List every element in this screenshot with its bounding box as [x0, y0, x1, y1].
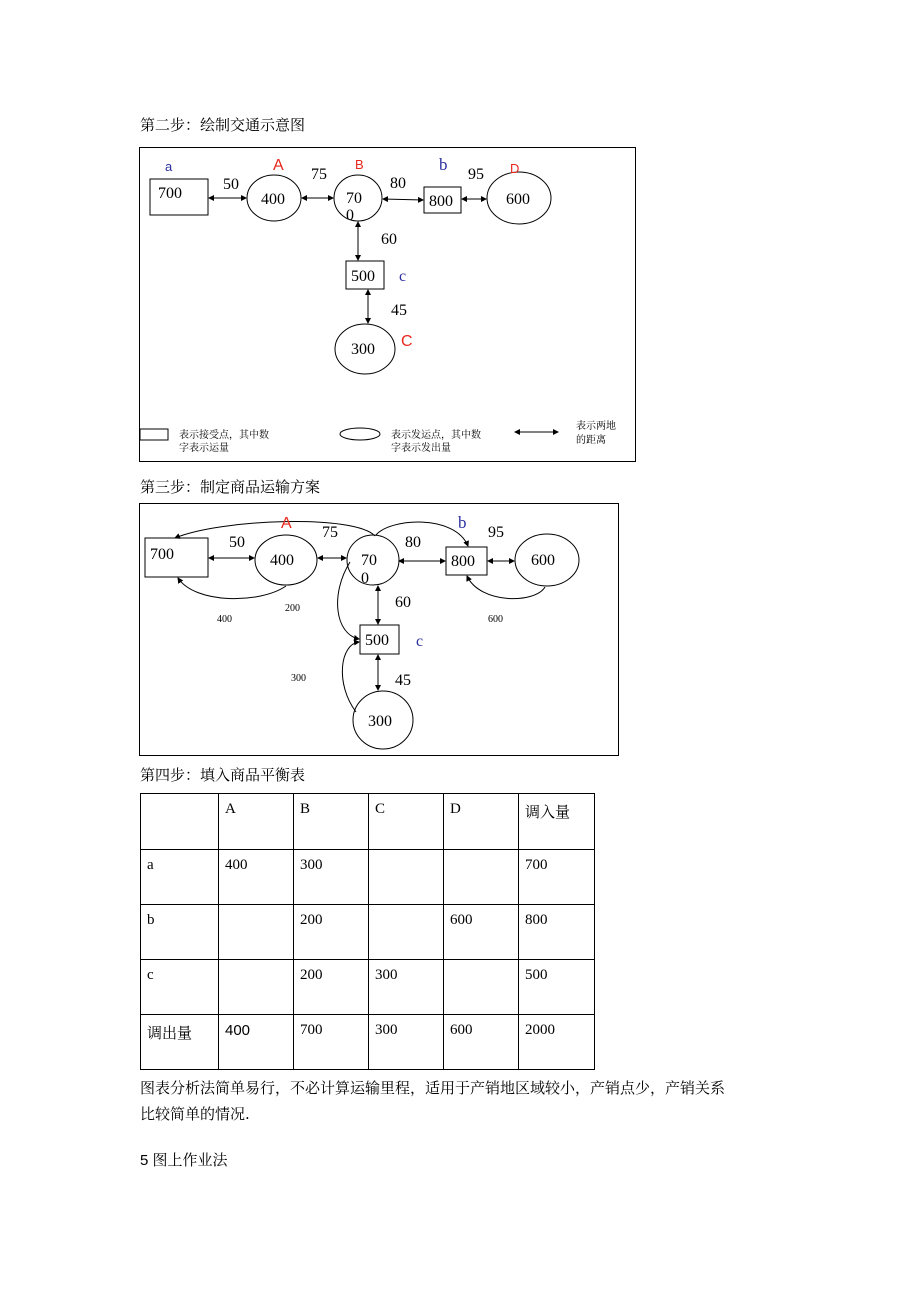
label-C: C [401, 333, 413, 350]
node-a-value: 700 [158, 185, 182, 202]
table-total-row [141, 1015, 595, 1070]
node-D-value: 600 [506, 191, 530, 208]
table-cell [369, 905, 444, 960]
table-cell: 700 [294, 1015, 369, 1070]
flow-C-to-c [342, 642, 359, 712]
transport-diagram [139, 147, 636, 462]
plan-distance-AB: 75 [322, 524, 338, 541]
plan-label-A: A [281, 515, 292, 532]
legend-send-line2: 字表示发出量 [391, 443, 451, 454]
node-A-value: 400 [261, 191, 285, 208]
plan-node-B-value-1: 70 [361, 552, 377, 569]
transport-plan-diagram [139, 503, 619, 756]
section-title: 5 图上作业法 [140, 1152, 228, 1169]
legend-send-line1: 表示发运点，其中数 [391, 430, 481, 441]
flow-B-to-c [338, 562, 359, 639]
table-cell: 700 [519, 850, 595, 905]
plan-node-C-value: 300 [368, 713, 392, 730]
table-cell: c [141, 960, 219, 1015]
table-cell: 800 [519, 905, 595, 960]
edge-B-b [383, 199, 423, 200]
node-b-value: 800 [429, 193, 453, 210]
plan-distance-Bc: 60 [395, 594, 411, 611]
summary-paragraph-line1: 图表分析法简单易行，不必计算运输里程，适用于产销地区域较小，产销点少，产销关系 [140, 1079, 726, 1097]
header-cell: 调入量 [519, 794, 595, 850]
legend-receive-line1: 表示接受点，其中数 [179, 430, 269, 441]
table-cell: 300 [369, 1015, 444, 1070]
table-cell [219, 960, 294, 1015]
table-cell: a [141, 850, 219, 905]
table-cell: b [141, 905, 219, 960]
balance-table [140, 793, 595, 1070]
legend-distance-line1: 表示两地 [576, 421, 616, 432]
distance-Bb: 80 [390, 175, 406, 192]
legend-receive-symbol [140, 429, 168, 440]
plan-node-A-value: 400 [270, 552, 294, 569]
node-C-value: 300 [351, 341, 375, 358]
header-cell: B [294, 794, 369, 850]
table-cell: 400 [219, 1015, 294, 1070]
header-cell: D [444, 794, 519, 850]
transport-plan-svg [140, 504, 620, 757]
table-cell: 2000 [519, 1015, 595, 1070]
table-row [141, 850, 595, 905]
table-cell: 200 [294, 960, 369, 1015]
plan-distance-Bb: 80 [405, 534, 421, 551]
label-B: B [355, 157, 364, 172]
step3-heading: 第三步：制定商品运输方案 [140, 478, 321, 496]
distance-aA: 50 [223, 176, 239, 193]
flow-B-to-b [376, 522, 468, 546]
flow-label-C-to-c: 300 [291, 673, 306, 684]
table-cell [219, 905, 294, 960]
plan-node-B-value-2: 0 [361, 570, 369, 587]
table-cell [444, 850, 519, 905]
node-c-value: 500 [351, 268, 375, 285]
label-b: b [439, 155, 448, 174]
plan-label-b: b [458, 513, 467, 532]
table-cell: 200 [294, 905, 369, 960]
label-a: a [165, 159, 173, 174]
step4-heading: 第四步：填入商品平衡表 [140, 766, 306, 784]
table-cell: 300 [294, 850, 369, 905]
table-cell: 调出量 [141, 1015, 219, 1070]
legend-distance-line2: 的距离 [576, 435, 606, 446]
plan-node-c-value: 500 [365, 632, 389, 649]
table-cell: 600 [444, 1015, 519, 1070]
flow-label-D-to-b: 600 [488, 614, 503, 625]
header-cell: C [369, 794, 444, 850]
table-row [141, 960, 595, 1015]
plan-label-c: c [416, 633, 424, 650]
node-B-value-2: 0 [346, 207, 354, 224]
plan-node-b-value: 800 [451, 553, 475, 570]
distance-bD: 95 [468, 166, 484, 183]
legend-receive-line2: 字表示运量 [179, 443, 229, 454]
legend-send-symbol [340, 428, 380, 440]
plan-distance-bD: 95 [488, 524, 504, 541]
table-cell: 600 [444, 905, 519, 960]
plan-node-D-value: 600 [531, 552, 555, 569]
table-cell: 300 [369, 960, 444, 1015]
table-cell: 400 [219, 850, 294, 905]
header-cell [141, 794, 219, 850]
table-row [141, 905, 595, 960]
summary-paragraph-line2: 比较简单的情况. [140, 1105, 250, 1123]
label-A: A [273, 157, 284, 174]
label-c: c [399, 268, 407, 285]
flow-label-B-to-a: 200 [285, 603, 300, 614]
step2-heading: 第二步：绘制交通示意图 [140, 116, 306, 134]
plan-node-a-value: 700 [150, 546, 174, 563]
plan-distance-cC: 45 [395, 672, 411, 689]
flow-D-to-b [467, 576, 545, 599]
table-cell: 500 [519, 960, 595, 1015]
node-B-value-1: 70 [346, 190, 362, 207]
transport-diagram-svg [140, 148, 637, 463]
distance-cC: 45 [391, 302, 407, 319]
plan-distance-aA: 50 [229, 534, 245, 551]
table-cell [369, 850, 444, 905]
label-D: D [510, 161, 520, 176]
flow-B-to-a [175, 522, 375, 538]
table-header-row [141, 794, 595, 850]
table-cell [444, 960, 519, 1015]
flow-label-A-to-a: 400 [217, 614, 232, 625]
header-cell: A [219, 794, 294, 850]
distance-AB: 75 [311, 166, 327, 183]
distance-Bc: 60 [381, 231, 397, 248]
